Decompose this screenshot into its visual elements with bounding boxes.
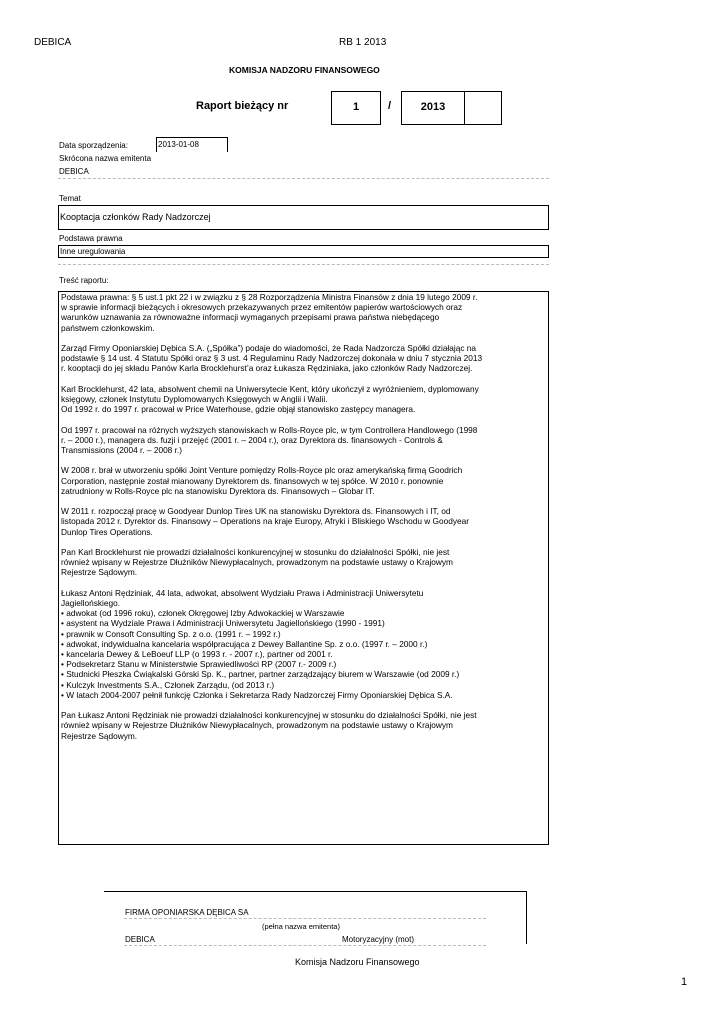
date-label: Data sporządzenia: [59,141,128,150]
content-paragraph: Pan Karl Brocklehurst nie prowadzi działalności konkurencyjnej w stosunku do działalności Spółki, nie jest również wpisany w Rejestrze Dłużników Niewypłacalnych, prowadzonym na podstawie ustawy o Krajowym Rejestrze Sądowym. [61,546,453,578]
short-name-value: DEBICA [59,167,89,176]
content-paragraph: Od 1997 r. pracował na różnych wyższych stanowiskach w Rolls-Royce plc, w tym Controllera Handlowego (1998 r. – 2000 r.), managera ds. fuzji i przejęć (2001 r. – 2004 r.), oraz Dyrektora ds. finansowych - Controls & Transmissions (2004 r. – 2008 r.) [61,424,478,455]
footer-short-name: DEBICA [125,935,155,944]
report-number: 1 [352,101,360,113]
legal-basis-label: Podstawa prawna [59,234,123,243]
report-extra-box [464,91,502,125]
legal-basis-box [58,245,549,258]
divider [124,918,486,919]
content-label: Treść raportu: [59,276,109,285]
divider [58,264,549,265]
page-number: 1 [681,976,688,988]
report-content [58,291,549,845]
report-number-box [331,91,381,125]
company-full-name: FIRMA OPONIARSKA DĘBICA SA [125,908,249,917]
content-paragraph: Łukasz Antoni Rędziniak, 44 lata, adwokat, absolwent Wydziału Prawa i Administracji Uniwersytetu Jagiellońskiego. • adwokat (od 1996 roku), członek Okręgowej Izby Adwokackiej w Warszawie • asystent na Wydziale Prawa i Administracji Uniwersytetu Jagiellońskiego (1990 - 1991) • prawnik w Consoft Consulting Sp. z o.o. (1991 r. – 1992 r.) • adwokat, indywidualna kancelaria współpracująca z Dewey Ballantine Sp. z o.o. (1997 r. – 2000 r.) • kancelaria Dewey & LeBoeuf LLP (o 1993 r. - 2007 r.), partner od 2001 r. • Podsekretarz Stanu w Ministerstwie Sprawiedliwości RP (2007 r.- 2009 r.) • Studnicki Płeszka Ćwiąkalski Górski Sp. K., partner, partner zarządzający biurem w Warszawie (od 2009 r.) • Kulczyk Investments S.A., Członek Zarządu, (od 2013 r.) • W latach 2004-2007 pełnił funkcję Członka i Sekretarza Rady Nadzorczej Firmy Oponiarskiej Dębica S.A. [61,587,460,700]
header-company-code: DEBICA [34,37,72,48]
footer-sector: Motoryzacyjny (mot) [342,935,415,944]
report-title: Raport bieżący nr [196,100,289,112]
header-authority: KOMISJA NADZORU FINANSOWEGO [229,65,380,75]
company-full-name-caption: (pełna nazwa emitenta) [262,922,340,931]
topic-value: Kooptacja członków Rady Nadzorczej [60,212,211,222]
header-report-code: RB 1 2013 [339,37,387,48]
content-paragraph: W 2011 r. rozpoczął pracę w Goodyear Dunlop Tires UK na stanowisku Dyrektora ds. Finansowych i IT, od listopada 2012 r. Dyrektor ds. Finansowy – Operations na kraje Europy, Afryki i Bliskiego Wschodu w Goodyear Dunlop Tires Operations. [61,506,469,537]
short-name-label: Skrócona nazwa emitenta [59,154,152,163]
content-paragraph: Karl Brocklehurst, 42 lata, absolwent chemii na Uniwersytecie Kent, który ukończył z wyróżnieniem, dyplomowany księgowy, członek Instytutu Dyplomowanych Księgowych w Anglii i Walii. Od 1992 r. do 1997 r. pracował w Price Waterhouse, gdzie objął stanowisko zastępcy managera. [61,383,479,415]
content-paragraph: Pan Łukasz Antoni Rędziniak nie prowadzi działalności konkurencyjnej w stosunku do działalności Spółki, nie jest również wpisany w Rejestrze Dłużników Niewypłacalnych, prowadzonym na podstawie ustawy o Krajowym Rejestrze Sądowym. [61,710,477,741]
topic-label: Temat [59,194,81,203]
divider [58,178,549,179]
legal-basis-value: Inne uregulowania [60,247,126,256]
report-number-separator: / [388,100,392,112]
report-year-box [401,91,465,125]
content-paragraph: Zarząd Firmy Oponiarskiej Dębica S.A. („Spółka”) podaje do wiadomości, że Rada Nadzorcza Spółki działając na podstawie § 14 ust. 4 Statutu Spółki oraz § 3 ust. 4 Regulaminu Rady Nadzorczej dokonała w dniu 7 stycznia 2013 r. kooptacji do jej składu Panów Karla Brocklehurst’a oraz Łukasza Rędziniaka, jako członków Rady Nadzorczej. [61,343,483,374]
content-paragraph: Podstawa prawna: § 5 ust.1 pkt 22 i w związku z § 28 Rozporządzenia Ministra Finansów z dnia 19 lutego 2009 r. w sprawie informacji bieżących i okresowych przekazywanych przez emitentów papierów wartościowych oraz warunków uznawania za równoważne informacji wymaganych przepisami prawa państwa niebędącego państwem członkowskim. [61,292,478,333]
divider [124,945,486,946]
content-paragraph: W 2008 r. brał w utworzeniu spółki Joint Venture pomiędzy Rolls-Royce plc oraz amerykańską firmą Goodrich Corporation, następnie został mianowany Dyrektorem ds. finansowych w tej spółce. W 2010 r. ponownie zatrudniony w Rolls-Royce plc na stanowisku Dyrektora ds. Finansowych – Globar IT. [61,465,463,496]
footer-authority: Komisja Nadzoru Finansowego [295,957,420,967]
date-value: 2013-01-08 [158,140,199,149]
date-box [156,137,228,152]
report-year: 2013 [420,101,446,113]
topic-box [58,205,549,230]
